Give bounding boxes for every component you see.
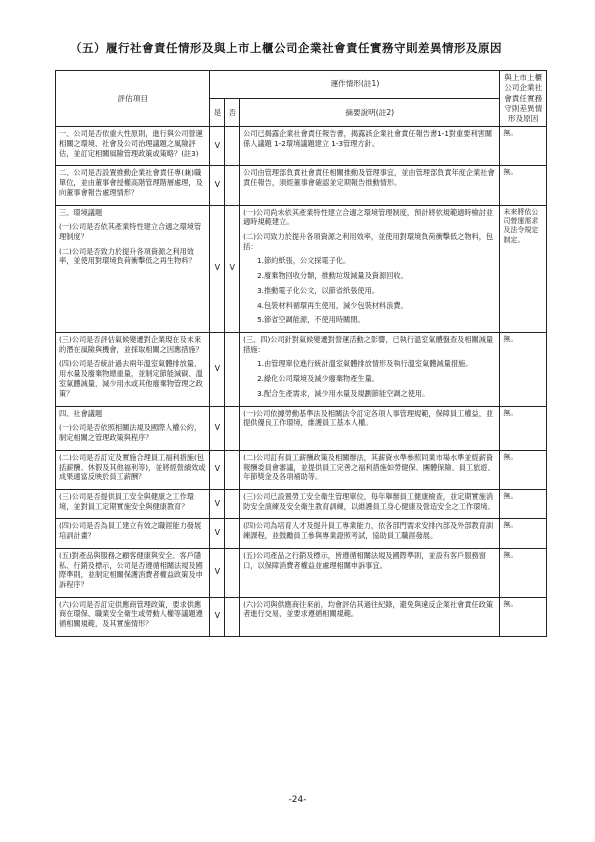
- table-body: [56, 127, 547, 637]
- evaluation-item-text: (四)公司是否為員工建立有效之職涯能力發展培訓計畫？: [59, 521, 202, 541]
- difference-reason: 無。: [500, 166, 547, 205]
- table-row: [56, 406, 547, 450]
- summary-text: (五)公司產品之行銷及標示，皆遵循相關法規及國際準則，並設有客戶服務窗口，以保障消費者權益並處理相關申訴事宜。: [243, 550, 486, 570]
- summary-text: (三、四)公司針對氣候變遷對營運活動之影響，已執行溫室氣體盤查及相關減量措施：: [243, 335, 494, 354]
- evaluation-item-text: 一、公司是否依重大性原則，進行與公司營運相關之環境、社會及公司治理議題之風險評估，並訂定相關風險管理政策或策略？(註3): [59, 129, 203, 158]
- summary-text: (一)公司依據勞動基準法及相關法令訂定各項人事管理規範，保障員工權益，並提供優良工作環境，維護員工基本人權。: [243, 408, 494, 428]
- yes-mark: V: [210, 205, 225, 332]
- difference-reason: 無。: [500, 450, 547, 489]
- evaluation-item: [56, 597, 210, 636]
- summary-description: [240, 333, 500, 407]
- csr-table: [55, 70, 547, 637]
- evaluation-item-text: 三、環境議題: [59, 207, 103, 217]
- evaluation-item: [56, 127, 210, 166]
- evaluation-item-text: (三)公司是否評估氣候變遷對企業現在及未來的潛在風險與機會，並採取相關之因應措施？: [59, 335, 203, 354]
- summary-description: [240, 548, 500, 597]
- table-row: [56, 519, 547, 548]
- summary-text: (三)公司已設置勞工安全衛生管理單位，每年舉辦員工健康檢查，並定期實施消防安全演練及安全衛生教育訓練，以維護員工身心健康及營造安全之工作環境。: [243, 491, 495, 511]
- summary-description: [240, 406, 500, 450]
- evaluation-item-text: (二)公司是否致力於提升各項資源之利用效率，並使用對環境負荷衝擊低之再生物料？: [59, 246, 196, 266]
- summary-text: 1.由管理單位進行統計溫室氣體排放情形及執行溫室氣體減量措施。: [257, 359, 473, 369]
- evaluation-item-text: 二、公司是否設置推動企業社會責任專(兼)職單位，並由董事會授權高階管理階層處理，及向董事會報告處理情形？: [59, 168, 203, 197]
- summary-text: (四)公司為培育人才及提升員工專業能力，依各部門需求安排內部及外部教育訓練課程，並鼓勵員工參與專業證照考試，協助員工職涯發展。: [243, 521, 494, 541]
- evaluation-item: [56, 489, 210, 518]
- table-row: [56, 597, 547, 636]
- yes-mark: V: [210, 489, 225, 518]
- evaluation-item-text: (一)公司是否依其產業特性建立合適之環境管理制度？: [59, 222, 202, 241]
- header-summary: 摘要說明(註2): [240, 99, 500, 127]
- evaluation-item: [56, 450, 210, 489]
- no-mark: V: [225, 205, 240, 332]
- no-mark: [225, 519, 240, 548]
- no-mark: [225, 450, 240, 489]
- difference-reason: 無。: [500, 519, 547, 548]
- difference-reason: 無。: [500, 597, 547, 636]
- summary-text: 3.配合生產需求，減少用水量及規劃節能空調之使用。: [257, 388, 430, 398]
- header-status: 運作情形(註1): [210, 71, 500, 99]
- summary-text: (二)公司致力於提升各項資源之利用效率，並使用對環境負荷衝擊低之物料，包括：: [243, 232, 494, 251]
- yes-mark: V: [210, 519, 225, 548]
- yes-mark: V: [210, 333, 225, 407]
- evaluation-item: [56, 166, 210, 205]
- yes-mark: V: [210, 127, 225, 166]
- evaluation-item-text: (三)公司是否提供員工安全與健康之工作環境，並對員工定期實施安全與健康教育？: [59, 491, 194, 511]
- no-mark: [225, 597, 240, 636]
- table-row: [56, 205, 547, 332]
- header-yes: 是: [210, 99, 225, 127]
- table-row: [56, 450, 547, 489]
- yes-mark: V: [210, 597, 225, 636]
- header-item: 評估項目: [56, 71, 210, 127]
- summary-description: [240, 519, 500, 548]
- summary-description: [240, 166, 500, 205]
- no-mark: [225, 127, 240, 166]
- difference-reason: 無。: [500, 548, 547, 597]
- summary-description: [240, 127, 500, 166]
- page-title: （五）履行社會責任情形及與上市上櫃公司企業社會責任實務守則差異情形及原因: [70, 41, 502, 55]
- difference-reason: 無。: [500, 489, 547, 518]
- header-no: 否: [225, 99, 240, 127]
- table-row: [56, 333, 547, 407]
- yes-mark: V: [210, 450, 225, 489]
- summary-text: (六)公司與供應商往來前，均會評估其過往紀錄，避免與違反企業社會責任政策者進行交易，並要求遵循相關規範。: [243, 599, 494, 619]
- summary-text: 5.節省空調能源，不使用時關閉。: [257, 315, 365, 325]
- yes-mark: V: [210, 166, 225, 205]
- evaluation-item: [56, 333, 210, 407]
- difference-reason: 無。: [500, 127, 547, 166]
- evaluation-item: [56, 406, 210, 450]
- summary-text: 4.包裝材料循環再生使用，減少包裝材料浪費。: [257, 300, 408, 310]
- difference-reason: 無。: [500, 406, 547, 450]
- no-mark: [225, 406, 240, 450]
- evaluation-item: [56, 205, 210, 332]
- evaluation-item-text: (六)公司是否訂定供應商管理政策，要求供應商在環保、職業安全衛生或勞動人權等議題遵循相關規範，及其實施情形？: [59, 599, 203, 629]
- no-mark: [225, 548, 240, 597]
- evaluation-item-text: (五)對產品與服務之顧客健康與安全、客戶隱私、行銷及標示，公司是否遵循相關法規及國際準則，並制定相關保護消費者權益政策及申訴程序？: [59, 550, 203, 589]
- yes-mark: V: [210, 548, 225, 597]
- yes-mark: V: [210, 406, 225, 450]
- summary-text: 公司已揭露企業社會責任報告書，揭露該企業社會責任報告書1-1對重要利害關係人議題 1-2環境議題建立 1-3管理方針。: [243, 129, 493, 148]
- evaluation-item: [56, 519, 210, 548]
- evaluation-item-text: 四、社會議題: [59, 408, 103, 418]
- summary-description: [240, 489, 500, 518]
- evaluation-item-text: (二)公司是否訂定及實施合理員工福利措施(包括薪酬、休假及其他福利等)，並將經營績效或成果適當反映於員工薪酬？: [59, 452, 206, 482]
- no-mark: [225, 333, 240, 407]
- summary-text: 3.推動電子化公文，以節省紙張使用。: [257, 285, 379, 295]
- table-row: [56, 166, 547, 205]
- summary-text: 2.廢棄物回收分類，推動垃圾減量及資源回收。: [257, 271, 408, 281]
- difference-reason: 未來將依公司營運需求及法令規定制定。: [500, 205, 547, 332]
- table-row: [56, 127, 547, 166]
- difference-reason: 無。: [500, 333, 547, 407]
- summary-text: (二)公司訂有員工薪酬政策及相關辦法，其薪資水準參照同業市場水準並經薪資報酬委員會審議，並提供員工完善之福利措施如勞健保、團體保險、員工旅遊、年節獎金及各項補助等。: [243, 452, 495, 482]
- summary-description: [240, 205, 500, 332]
- table-row: [56, 548, 547, 597]
- summary-text: 2.綠化公司環境及減少廢棄物產生量。: [257, 374, 379, 384]
- summary-text: 公司由管理部負責社會責任相關推動及管理事宜，並由管理部負責年度企業社會責任報告，須經董事會確認並定期報告推動情形。: [243, 168, 495, 188]
- no-mark: [225, 489, 240, 518]
- evaluation-item: [56, 548, 210, 597]
- summary-description: [240, 450, 500, 489]
- header-difference: 與上市上櫃公司企業社會責任實務守則差異情形及原因: [500, 71, 547, 127]
- summary-text: (一)公司尚未依其產業特性建立合適之環境管理制度，預計將依規範適時檢討並適時規範建立。: [243, 207, 494, 227]
- table-row: [56, 489, 547, 518]
- no-mark: [225, 166, 240, 205]
- summary-text: 1.節約紙張，公文採電子化。: [257, 256, 351, 266]
- evaluation-item-text: (四)公司是否統計過去兩年溫室氣體排放量、用水量及廢棄物總重量，並制定節能減碳、溫室氣體減量、減少用水或其他廢棄物管理之政策？: [59, 359, 203, 398]
- page-number: -24-: [288, 795, 307, 805]
- evaluation-item-text: (一)公司是否依照相關法規及國際人權公約，制定相關之管理政策與程序？: [59, 423, 202, 443]
- summary-description: [240, 597, 500, 636]
